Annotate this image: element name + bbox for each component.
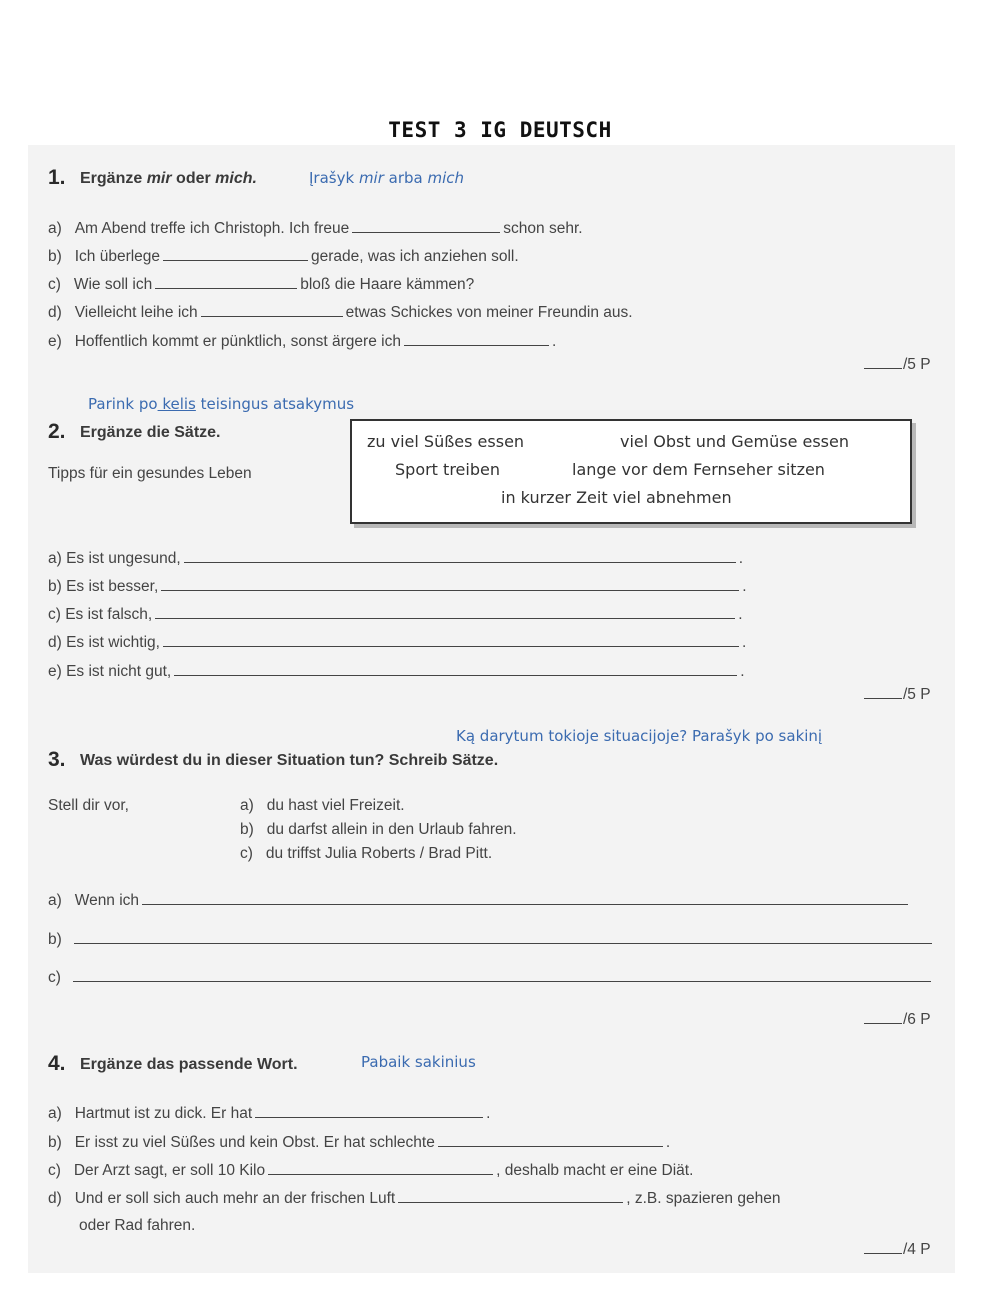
score-text: /6 P	[903, 1011, 931, 1028]
item-text-before: Am Abend treffe ich Christoph. Ich freue	[74, 220, 350, 237]
exercise-1-item-d	[48, 302, 633, 322]
item-text-after: etwas Schickes von meiner Freundin aus.	[345, 304, 633, 321]
item-text-after: .	[665, 1134, 671, 1151]
item-text: b) Es ist besser,	[48, 578, 159, 595]
situation-text: du hast viel Freizeit.	[266, 797, 405, 814]
section-3-intro: Stell dir vor,	[48, 797, 129, 814]
item-text-after: , z.B. spazieren gehen	[626, 1190, 781, 1207]
section-1-note	[309, 169, 464, 187]
note-text: Įrašyk	[309, 169, 359, 187]
score-blank[interactable]	[864, 684, 902, 699]
section-4-score	[864, 1239, 931, 1259]
item-text-after: .	[551, 333, 557, 350]
section-3-score	[864, 1009, 931, 1029]
item-text-before: Hoffentlich kommt er pünktlich, sonst ärgere ich	[74, 333, 401, 350]
exercise-2-item-d: d) Es ist wichtig, .	[48, 634, 747, 651]
section-3-number: 3.	[48, 748, 66, 771]
heading-keyword-mir: mir	[146, 170, 172, 187]
exercise-2-item-c: c) Es ist falsch, .	[48, 606, 743, 623]
section-3-note: Ką darytum tokioje situacijoje? Parašyk po sakinį	[456, 727, 823, 745]
section-1-heading	[80, 170, 257, 188]
answer-row-b	[48, 929, 935, 949]
item-label: a)	[48, 220, 62, 237]
section-3-heading: Was würdest du in dieser Situation tun? Schreib Sätze.	[80, 752, 499, 769]
situation-text: du triffst Julia Roberts / Brad Pitt.	[265, 845, 493, 862]
note-keyword-mich: mich	[427, 169, 465, 187]
answer-line[interactable]	[184, 548, 736, 563]
item-text-before: Ich überlege	[74, 248, 161, 265]
page-title: TEST 3 IG DEUTSCH	[388, 118, 612, 142]
section-4-heading: Ergänze das passende Wort.	[80, 1056, 298, 1073]
item-text-before: Und er soll sich auch mehr an der frischen Luft	[74, 1190, 396, 1207]
item-text-after: schon sehr.	[503, 220, 583, 237]
section-1-number: 1.	[48, 166, 66, 189]
answer-line[interactable]	[74, 929, 932, 944]
answer-row-a	[48, 890, 911, 910]
exercise-1-item-e	[48, 331, 556, 351]
situation-b	[240, 821, 517, 839]
item-text-before: Der Arzt sagt, er soll 10 Kilo	[73, 1162, 266, 1179]
section-2-heading: Ergänze die Sätze.	[80, 424, 221, 441]
answer-line[interactable]	[163, 632, 739, 647]
phrase-option[interactable]: in kurzer Zeit viel abnehmen	[501, 488, 732, 507]
item-text-before: Wie soll ich	[73, 276, 153, 293]
exercise-2-item-a: a) Es ist ungesund, .	[48, 550, 744, 567]
exercise-4-item-d	[48, 1188, 780, 1208]
item-label: c)	[48, 1162, 61, 1179]
item-text-after: , deshalb macht er eine Diät.	[496, 1162, 694, 1179]
answer-blank[interactable]	[155, 274, 297, 289]
item-label: b)	[48, 1134, 62, 1151]
item-label: d)	[48, 1190, 62, 1207]
score-text: /5 P	[903, 686, 931, 703]
phrase-option[interactable]: zu viel Süßes essen	[367, 432, 525, 451]
answer-row-c	[48, 967, 934, 987]
item-text-before: Hartmut ist zu dick. Er hat	[74, 1105, 253, 1122]
answer-label: a)	[48, 892, 62, 909]
note-text: Parink po	[88, 395, 158, 413]
note-keyword-mir: mir	[358, 169, 384, 187]
exercise-4-item-c	[48, 1160, 693, 1180]
exercise-4-item-a	[48, 1103, 490, 1123]
answer-blank[interactable]	[255, 1103, 483, 1118]
answer-line[interactable]	[73, 967, 931, 982]
heading-text: oder	[171, 170, 216, 187]
item-label: a)	[48, 1105, 62, 1122]
item-text: d) Es ist wichtig,	[48, 634, 160, 651]
exercise-1-item-c	[48, 274, 474, 294]
answer-line[interactable]	[142, 890, 908, 905]
section-4-note: Pabaik sakinius	[361, 1053, 476, 1071]
item-text: c) Es ist falsch,	[48, 606, 153, 623]
score-text: /4 P	[903, 1241, 931, 1258]
phrase-option[interactable]: viel Obst und Gemüse essen	[620, 432, 849, 451]
section-2-note	[88, 395, 354, 413]
answer-prefix: Wenn ich	[74, 892, 140, 909]
heading-text: Ergänze	[80, 170, 147, 187]
score-text: /5 P	[903, 356, 931, 373]
exercise-1-item-b	[48, 246, 519, 266]
item-text: a) Es ist ungesund,	[48, 550, 181, 567]
item-text-before: Er isst zu viel Süßes und kein Obst. Er hat schlechte	[74, 1134, 435, 1151]
heading-keyword-mich: mich.	[215, 170, 257, 187]
exercise-1-item-a	[48, 218, 583, 238]
answer-label: b)	[48, 931, 62, 948]
item-text-after: bloß die Haare kämmen?	[300, 276, 475, 293]
answer-line[interactable]	[174, 661, 737, 676]
answer-blank[interactable]	[268, 1160, 493, 1175]
situation-c	[240, 845, 492, 863]
phrase-option[interactable]: Sport treiben	[395, 460, 500, 479]
item-label: c)	[48, 276, 61, 293]
item-text-after: gerade, was ich anziehen soll.	[311, 248, 519, 265]
section-2-intro: Tipps für ein gesundes Leben	[48, 465, 252, 482]
situation-label: a)	[240, 797, 254, 814]
score-blank[interactable]	[864, 354, 902, 369]
section-2-score	[864, 684, 931, 704]
answer-blank[interactable]	[398, 1188, 623, 1203]
exercise-4-item-d-continuation: oder Rad fahren.	[79, 1217, 196, 1234]
exercise-4-item-b	[48, 1132, 670, 1152]
situation-a	[240, 797, 405, 815]
answer-line[interactable]	[161, 576, 739, 591]
note-text: arba	[383, 169, 428, 187]
answer-blank[interactable]	[201, 302, 343, 317]
section-2-number: 2.	[48, 420, 66, 443]
situation-label: b)	[240, 821, 254, 838]
note-text: teisingus atsakymus	[195, 395, 355, 413]
phrase-option[interactable]: lange vor dem Fernseher sitzen	[572, 460, 825, 479]
answer-blank[interactable]	[163, 246, 308, 261]
answer-line[interactable]	[155, 604, 735, 619]
item-text: e) Es ist nicht gut,	[48, 663, 172, 680]
section-4-number: 4.	[48, 1052, 66, 1075]
item-label: e)	[48, 333, 62, 350]
exercise-2-item-b: b) Es ist besser, .	[48, 578, 747, 595]
item-text-before: Vielleicht leihe ich	[74, 304, 198, 321]
situation-text: du darfst allein in den Urlaub fahren.	[266, 821, 517, 838]
item-label: b)	[48, 248, 62, 265]
answer-blank[interactable]	[404, 331, 549, 346]
exercise-2-item-e: e) Es ist nicht gut, .	[48, 663, 745, 680]
note-keyword-kelis: kelis	[157, 395, 196, 413]
answer-blank[interactable]	[438, 1132, 663, 1147]
item-label: d)	[48, 304, 62, 321]
item-text-after: .	[486, 1105, 491, 1122]
section-1-score	[864, 354, 931, 374]
answer-blank[interactable]	[352, 218, 500, 233]
situation-label: c)	[240, 845, 253, 862]
score-blank[interactable]	[864, 1239, 902, 1254]
answer-label: c)	[48, 969, 61, 986]
score-blank[interactable]	[864, 1009, 902, 1024]
